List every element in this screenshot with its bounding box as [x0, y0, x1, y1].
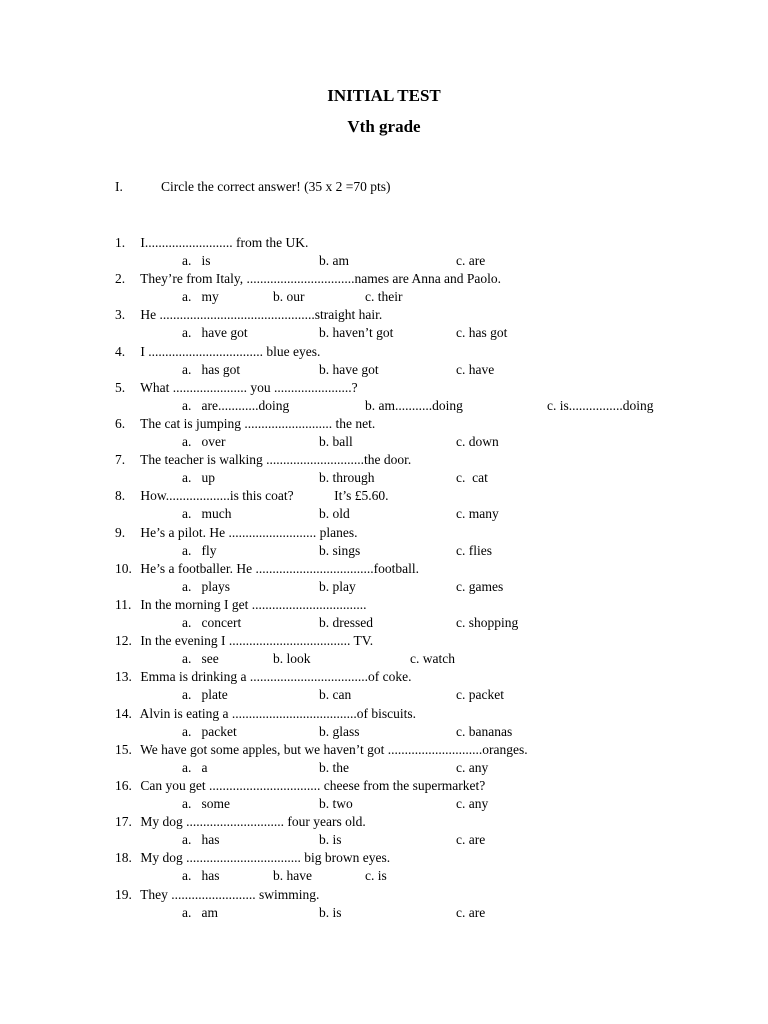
answer-option-a[interactable]: a. have got: [182, 325, 248, 340]
question-line: [115, 306, 382, 323]
question-number: 7.: [115, 452, 126, 467]
answer-option-c[interactable]: c. many: [456, 506, 499, 521]
answer-options: [0, 578, 768, 595]
answer-option-a[interactable]: a. my: [182, 289, 219, 304]
question-text: How...................is this coat? It’s £5.60.: [140, 488, 389, 503]
question-number: 4.: [115, 344, 126, 359]
question-number: 5.: [115, 380, 126, 395]
question-number: 10.: [115, 561, 132, 576]
question-number: 17.: [115, 814, 132, 829]
question-text: Alvin is eating a .....................................of biscuits.: [139, 706, 416, 721]
answer-option-a[interactable]: a. has: [182, 868, 220, 883]
answer-option-c[interactable]: c. have: [456, 362, 495, 377]
answer-option-a[interactable]: a. am: [182, 905, 218, 920]
question-line: [115, 849, 390, 866]
question-number: 15.: [115, 742, 132, 757]
answer-option-b[interactable]: b. through: [319, 470, 375, 485]
question-text: Emma is drinking a ...................................of coke.: [140, 669, 412, 684]
answer-option-b[interactable]: b. is: [319, 905, 342, 920]
answer-option-c[interactable]: c. cat: [456, 470, 488, 485]
answer-option-b[interactable]: b. have: [273, 868, 312, 883]
answer-option-b[interactable]: b. am...........doing: [365, 398, 463, 413]
instruction-text: Circle the correct answer! (35 x 2 =70 pts): [161, 179, 391, 194]
question-text: He’s a pilot. He .......................... planes.: [140, 525, 358, 540]
question-text: I .................................. blue eyes.: [140, 344, 321, 359]
answer-option-c[interactable]: c. shopping: [456, 615, 519, 630]
question-number: 9.: [115, 525, 126, 540]
question-number: 2.: [115, 271, 126, 286]
question-line: [115, 777, 485, 794]
question-number: 3.: [115, 307, 126, 322]
answer-options: [0, 505, 768, 522]
question-text: I.......................... from the UK.: [140, 235, 309, 250]
question-line: [115, 234, 308, 251]
answer-option-b[interactable]: b. the: [319, 760, 349, 775]
question-number: 18.: [115, 850, 132, 865]
answer-option-b[interactable]: b. is: [319, 832, 342, 847]
answer-option-c[interactable]: c. flies: [456, 543, 492, 558]
answer-option-c[interactable]: c. has got: [456, 325, 508, 340]
answer-option-c[interactable]: c. packet: [456, 687, 504, 702]
answer-option-a[interactable]: a. are............doing: [182, 398, 290, 413]
answer-option-b[interactable]: b. can: [319, 687, 352, 702]
answer-options: [0, 614, 768, 631]
question-number: 13.: [115, 669, 132, 684]
question-line: [115, 705, 416, 722]
answer-option-a[interactable]: a. has got: [182, 362, 241, 377]
answer-option-a[interactable]: a. packet: [182, 724, 237, 739]
question-text: He ..............................................straight hair.: [140, 307, 383, 322]
question-text: He’s a footballer. He ...................................football.: [140, 561, 419, 576]
question-number: 19.: [115, 887, 132, 902]
answer-option-c[interactable]: c. any: [456, 760, 489, 775]
answer-option-c[interactable]: c. their: [365, 289, 403, 304]
answer-option-b[interactable]: b. two: [319, 796, 353, 811]
answer-options: [0, 433, 768, 450]
question-text: In the evening I .................................... TV.: [140, 633, 374, 648]
answer-options: [0, 542, 768, 559]
answer-option-b[interactable]: b. play: [319, 579, 356, 594]
answer-options: [0, 650, 768, 667]
answer-option-a[interactable]: a. fly: [182, 543, 217, 558]
answer-options: [0, 686, 768, 703]
answer-option-a[interactable]: a. over: [182, 434, 226, 449]
question-text: Can you get ................................. cheese from the supermarket?: [140, 778, 486, 793]
question-line: [115, 379, 358, 396]
answer-options: [0, 904, 768, 921]
question-text: They’re from Italy, ................................names are Anna and Paolo.: [140, 271, 502, 286]
answer-option-b[interactable]: b. glass: [319, 724, 360, 739]
answer-option-a[interactable]: a. see: [182, 651, 219, 666]
question-line: [115, 524, 357, 541]
answer-option-b[interactable]: b. our: [273, 289, 305, 304]
answer-option-a[interactable]: a. is: [182, 253, 211, 268]
answer-option-b[interactable]: b. look: [273, 651, 311, 666]
question-line: [115, 487, 388, 504]
question-line: [115, 813, 366, 830]
question-text: They ......................... swimming.: [140, 887, 320, 902]
answer-option-a[interactable]: a. a: [182, 760, 208, 775]
answer-options: [0, 361, 768, 378]
answer-options: [0, 723, 768, 740]
answer-option-b[interactable]: b. dressed: [319, 615, 373, 630]
instruction-number: I.: [115, 179, 123, 194]
question-line: [115, 343, 320, 360]
answer-option-c[interactable]: c. are: [456, 253, 486, 268]
question-number: 16.: [115, 778, 132, 793]
answer-option-c[interactable]: c. watch: [410, 651, 455, 666]
question-line: [115, 668, 411, 685]
question-text: The teacher is walking .............................the door.: [140, 452, 412, 467]
answer-option-a[interactable]: a. some: [182, 796, 230, 811]
question-line: [115, 270, 501, 287]
instruction: [115, 179, 391, 195]
question-line: [115, 451, 411, 468]
page-subtitle: Vth grade: [347, 117, 421, 136]
page-title: INITIAL TEST: [327, 86, 441, 105]
question-number: 6.: [115, 416, 126, 431]
question-number: 8.: [115, 488, 126, 503]
question-text: We have got some apples, but we haven’t got ............................oranges.: [140, 742, 528, 757]
answer-options: [0, 397, 768, 414]
answer-option-b[interactable]: b. ball: [319, 434, 353, 449]
question-text: My dog ............................. four years old.: [140, 814, 366, 829]
answer-option-b[interactable]: b. have got: [319, 362, 379, 377]
answer-option-a[interactable]: a. has: [182, 832, 220, 847]
answer-option-c[interactable]: c. are: [456, 832, 486, 847]
question-line: [115, 596, 366, 613]
question-text: The cat is jumping .......................... the net.: [140, 416, 376, 431]
answer-options: [0, 324, 768, 341]
question-number: 1.: [115, 235, 126, 250]
question-line: [115, 741, 528, 758]
answer-option-c[interactable]: c. is: [365, 868, 387, 883]
answer-options: [0, 252, 768, 269]
answer-option-c[interactable]: c. are: [456, 905, 486, 920]
answer-option-a[interactable]: a. up: [182, 470, 215, 485]
question-line: [115, 415, 375, 432]
question-number: 12.: [115, 633, 132, 648]
question-number: 14.: [115, 706, 132, 721]
answer-option-c[interactable]: c. is................doing: [547, 398, 654, 413]
question-line: [115, 632, 373, 649]
answer-options: [0, 867, 768, 884]
answer-option-c[interactable]: c. bananas: [456, 724, 513, 739]
answer-option-a[interactable]: a. plate: [182, 687, 228, 702]
answer-option-b[interactable]: b. am: [319, 253, 349, 268]
question-line: [115, 560, 419, 577]
answer-option-c[interactable]: c. down: [456, 434, 499, 449]
question-text: In the morning I get ..................................: [140, 597, 367, 612]
answer-option-c[interactable]: c. any: [456, 796, 489, 811]
answer-option-a[interactable]: a. much: [182, 506, 232, 521]
answer-option-c[interactable]: c. games: [456, 579, 504, 594]
question-text: What ...................... you .......................?: [140, 380, 358, 395]
answer-options: [0, 469, 768, 486]
answer-options: [0, 288, 768, 305]
answer-option-a[interactable]: a. concert: [182, 615, 242, 630]
question-line: [115, 886, 319, 903]
answer-options: [0, 795, 768, 812]
question-text: My dog .................................. big brown eyes.: [140, 850, 391, 865]
question-number: 11.: [115, 597, 132, 612]
answer-option-b[interactable]: b. haven’t got: [319, 325, 394, 340]
answer-options: [0, 759, 768, 776]
answer-option-b[interactable]: b. sings: [319, 543, 361, 558]
answer-options: [0, 831, 768, 848]
answer-option-b[interactable]: b. old: [319, 506, 350, 521]
answer-option-a[interactable]: a. plays: [182, 579, 230, 594]
